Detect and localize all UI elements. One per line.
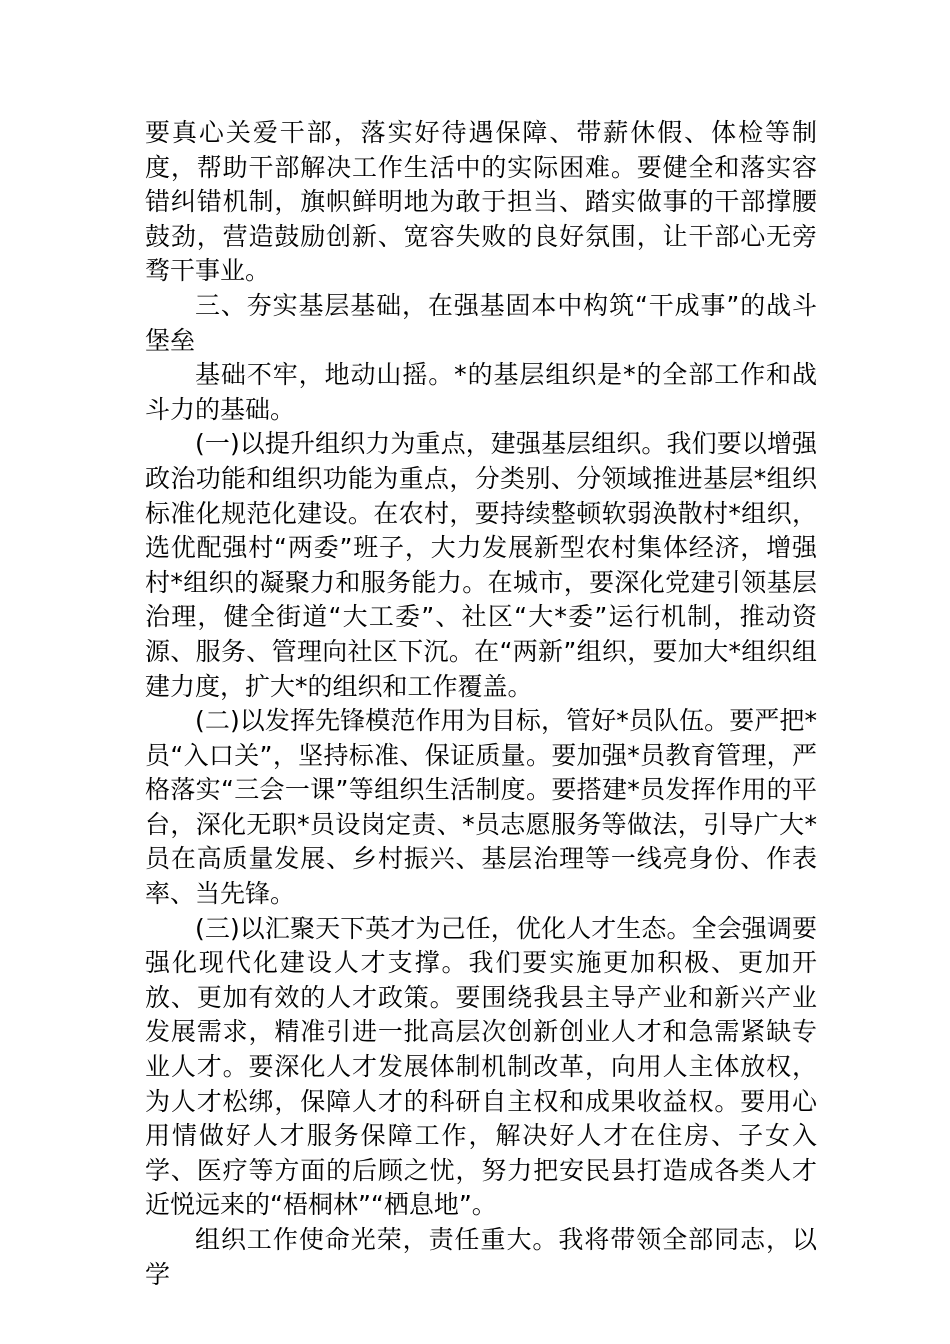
paragraph-grassroots-foundation: 基础不牢，地动山摇。*的基层组织是*的全部工作和战斗力的基础。 xyxy=(145,360,817,424)
paragraph-closing: 组织工作使命光荣，责任重大。我将带领全部同志，以学 xyxy=(145,1225,817,1289)
document-page xyxy=(145,116,817,1292)
paragraph-organization-strength: (一)以提升组织力为重点，建强基层组织。我们要以增强政治功能和组织功能为重点，分类别、分领域推进基层*组织标准化规范化建设。在农村，要持续整顿软弱涣散村*组织，选优配强村“两委”班子，大力发展新型农村集体经济，增强村*组织的凝聚力和服务能力。在城市，要深化党建引领基层治理，健全街道“大工委”、社区“大*委”运行机制，推动资源、服务、管理向社区下沉。在“两新”组织，要加大*组织组建力度，扩大*的组织和工作覆盖。 xyxy=(145,429,817,701)
section-heading-three: 三、夯实基层基础，在强基固本中构筑“干成事”的战斗堡垒 xyxy=(145,290,817,355)
paragraph-talent-ecology: (三)以汇聚天下英才为己任，优化人才生态。全会强调要强化现代化建设人才支撑。我们要实施更加积极、更加开放、更加有效的人才政策。要围绕我县主导产业和新兴产业发展需求，精准引进一批高层次创新创业人才和急需紧缺专业人才。要深化人才发展体制机制改革，向用人主体放权，为人才松绑，保障人才的科研自主权和成果收益权。要用心用情做好人才服务保障工作，解决好人才在住房、子女入学、医疗等方面的后顾之忧，努力把安民县打造成各类人才近悦远来的“梧桐林”“栖息地”。 xyxy=(145,913,817,1220)
paragraph-cadre-care: 要真心关爱干部，落实好待遇保障、带薪休假、体检等制度，帮助干部解决工作生活中的实际困难。要健全和落实容错纠错机制，旗帜鲜明地为敢于担当、踏实做事的干部撑腰鼓劲，营造鼓励创新、宽容失败的良好氛围，让干部心无旁骛干事业。 xyxy=(145,118,817,286)
paragraph-member-team: (二)以发挥先锋模范作用为目标，管好*员队伍。要严把*员“入口关”，坚持标准、保证质量。要加强*员教育管理，严格落实“三会一课”等组织生活制度。要搭建*员发挥作用的平台，深化无职*员设岗定责、*员志愿服务等做法，引导广大*员在高质量发展、乡村振兴、基层治理等一线亮身份、作表率、当先锋。 xyxy=(145,706,817,909)
